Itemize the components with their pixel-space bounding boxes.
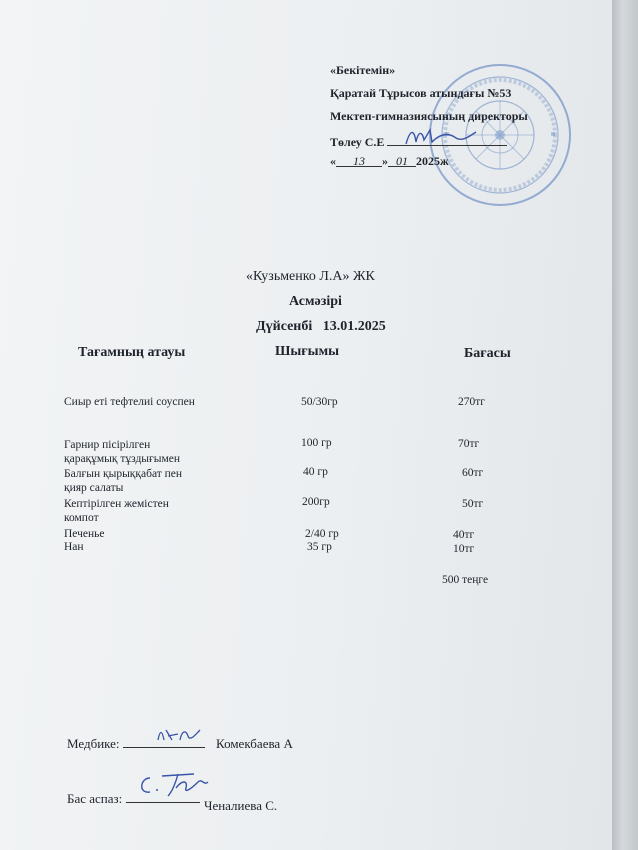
menu-total: 500 теңге [442,574,489,586]
table-row-name: Нан [64,541,84,553]
approval-year: 2025ж [416,154,449,168]
date-open-quote: « [330,154,336,168]
approval-title: «Бекітемін» [330,63,396,77]
approval-day: 13 [336,154,382,167]
table-row-output: 2/40 гр [305,528,339,540]
table-row-name: Кептірілген жемістен [64,498,169,510]
background-wall [612,0,638,850]
table-row-output: 50/30гр [301,396,338,408]
chef-signature [132,768,212,800]
menu-title: Асмәзірі [289,294,342,309]
table-row-name-cont: қарақұмық тұздығымен [64,453,181,465]
table-row-price: 10тг [453,543,475,555]
nurse-label: Медбике: [67,736,120,751]
menu-date: Дүйсенбі 13.01.2025 [256,319,386,334]
director-signature [400,124,480,150]
table-row-output: 40 гр [303,466,328,478]
table-row-name-cont: қияр салаты [64,482,124,494]
chef-label: Бас аспаз: [67,791,123,806]
company-name: «Кузьменко Л.А» ЖК [246,269,375,284]
date-close-quote: » [382,154,388,168]
table-row-output: 35 гр [307,541,332,553]
table-row-name: Гарнир пісірілген [64,439,151,451]
table-row-price: 40тг [453,529,475,541]
table-row-name: Печенье [64,528,105,540]
approval-date [330,154,449,169]
table-row-output: 100 гр [301,437,332,449]
table-row-price: 270тг [458,396,485,408]
column-header-dish-name: Тағамның атауы [78,345,186,360]
table-row-price: 70тг [458,438,480,450]
table-row-name: Балғын қырыққабат пен [64,468,183,480]
table-row-price: 60тг [462,467,484,479]
approval-school-name: Қаратай Тұрысов атындағы №53 [330,86,512,100]
nurse-signature [150,724,210,746]
table-row-name: Сиыр еті тефтелиі соуспен [64,396,195,408]
director-name-text: Төлеу С.Е [330,135,385,149]
approval-month: 01 [388,154,416,167]
table-row-price: 50тг [462,498,484,510]
column-header-output: Шығымы [275,344,340,359]
column-header-price: Бағасы [464,346,511,361]
approval-director-title: Мектеп-гимназиясының директоры [330,109,528,123]
table-row-name-cont: компот [64,512,99,524]
nurse-name: Комекбаева А [216,736,293,751]
chef-name: Ченалиева С. [204,798,278,813]
table-row-output: 200гр [302,496,330,508]
